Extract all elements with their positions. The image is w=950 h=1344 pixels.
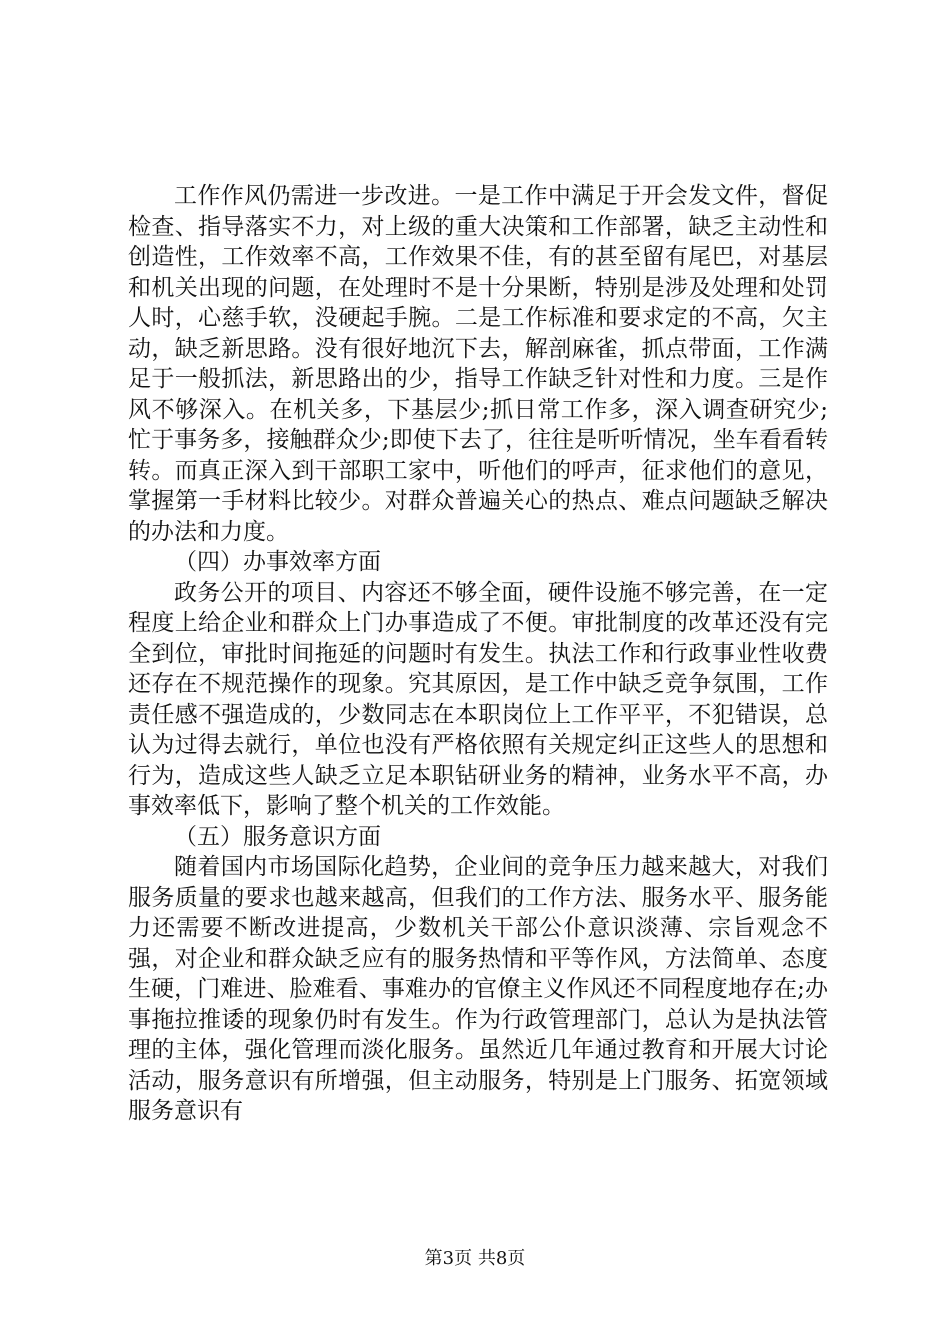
paragraph-service: 随着国内市场国际化趋势，企业间的竞争压力越来越大，对我们服务质量的要求也越来越高，但我们的工作方法、服务水平、服务能力还需要不断改进提高，少数机关干部公仆意识淡薄、宗旨观念不强，对企业和群众缺乏应有的服务热情和平等作风，方法简单、态度生硬，门难进、脸难看、事难办的官僚主义作风还不同程度地存在;办事拖拉推诿的现象仍时有发生。作为行政管理部门，总认为是执法管理的主体，强化管理而淡化服务。虽然近几年通过教育和开展大讨论活动，服务意识有所增强，但主动服务，特别是上门服务、拓宽领域服务意识有: [128, 854, 828, 1124]
document-body: [128, 181, 828, 1127]
section-heading-efficiency: （四）办事效率方面: [174, 549, 381, 575]
page-footer: 第3页 共8页: [424, 1248, 526, 1269]
section-heading-service: （五）服务意识方面: [174, 823, 381, 850]
paragraph-efficiency: 政务公开的项目、内容还不够全面，硬件设施不够完善，在一定程度上给企业和群众上门办事造成了不便。审批制度的改革还没有完全到位，审批时间拖延的问题时有发生。执法工作和行政事业性收费还存在不规范操作的现象。究其原因，是工作中缺乏竞争氛围，工作责任感不强造成的，少数同志在本职岗位上工作平平，不犯错误，总认为过得去就行，单位也没有严格依照有关规定纠正这些人的思想和行为，造成这些人缺乏立足本职钻研业务的精神，业务水平不高，办事效率低下，影响了整个机关的工作效能。: [128, 579, 828, 819]
paragraph-work-style: 工作作风仍需进一步改进。一是工作中满足于开会发文件，督促检查、指导落实不力，对上级的重大决策和工作部署，缺乏主动性和创造性，工作效率不高，工作效果不佳，有的甚至留有尾巴，对基层和机关出现的问题，在处理时不是十分果断，特别是涉及处理和处罚人时，心慈手软，没硬起手腕。二是工作标准和要求定的不高，欠主动，缺乏新思路。没有很好地沉下去，解剖麻雀，抓点带面，工作满足于一般抓法，新思路出的少，指导工作缺乏针对性和力度。三是作风不够深入。在机关多，下基层少;抓日常工作多，深入调查研究少;忙于事务多，接触群众少;即使下去了，往往是听听情况，坐车看看转转。而真正深入到干部职工家中，听他们的呼声，征求他们的意见，掌握第一手材料比较少。对群众普遍关心的热点、难点问题缺乏解决的办法和力度。: [128, 183, 828, 545]
